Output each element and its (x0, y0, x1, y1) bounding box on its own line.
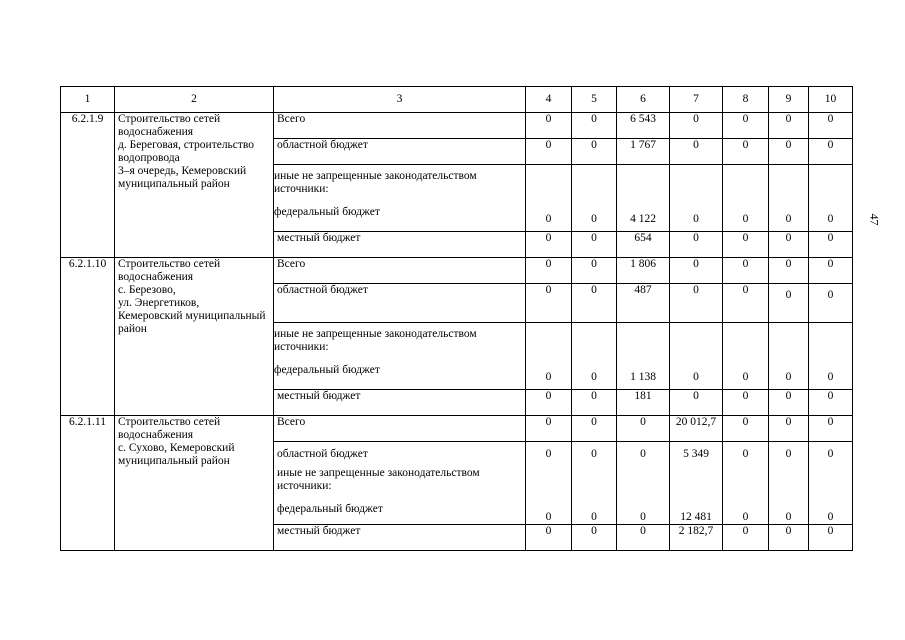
item-name-text: Строительство сетей водоснабжения с. Березово, ул. Энергетиков, Кемеровский муниципальный район (118, 258, 266, 335)
value-cell: 0 (769, 284, 809, 323)
value-cell: 0 (742, 448, 749, 460)
column-header: 3 (274, 87, 526, 113)
column-header: 2 (115, 87, 274, 113)
value-stack (769, 442, 809, 525)
value-cell: 0 (670, 139, 723, 165)
value-cell: 0 (723, 165, 769, 232)
value-cell: 0 (723, 416, 769, 442)
source-label: областной бюджет (274, 139, 526, 165)
item-name (115, 416, 274, 551)
value-cell: 12 481 (680, 511, 712, 523)
value-cell: 0 (526, 525, 572, 551)
item-name-text: Строительство сетей водоснабжения д. Береговая, строительство водопровода 3–я очередь, Кемеровский муниципальный район (118, 113, 255, 190)
source-label: местный бюджет (274, 390, 526, 416)
value-cell: 0 (769, 113, 809, 139)
value-cell: 0 (670, 258, 723, 284)
value-stack (809, 442, 853, 525)
value-cell: 0 (572, 390, 617, 416)
item-code: 6.2.1.11 (61, 416, 115, 551)
value-cell: 0 (827, 511, 834, 523)
column-header: 8 (723, 87, 769, 113)
column-header: 1 (61, 87, 115, 113)
source-label: иные не запрещенные законодательством источники: (274, 328, 477, 353)
value-cell: 0 (769, 139, 809, 165)
source-label: федеральный бюджет (274, 206, 380, 218)
table-row (61, 416, 853, 442)
value-cell: 0 (526, 165, 572, 232)
value-cell: 0 (526, 258, 572, 284)
value-cell: 181 (617, 390, 670, 416)
value-cell: 0 (723, 525, 769, 551)
source-regional-other-cell (274, 442, 526, 525)
source-label: федеральный бюджет (277, 503, 383, 515)
value-cell: 0 (809, 113, 853, 139)
value-cell: 0 (769, 416, 809, 442)
value-cell: 0 (670, 165, 723, 232)
value-cell: 487 (617, 284, 670, 323)
value-cell: 0 (640, 511, 646, 523)
value-stack (572, 442, 617, 525)
column-header: 7 (670, 87, 723, 113)
value-stack (670, 442, 723, 525)
value-cell: 654 (617, 232, 670, 258)
value-cell: 0 (670, 284, 723, 323)
value-cell: 0 (723, 113, 769, 139)
source-label: Всего (274, 416, 526, 442)
source-label: Всего (274, 258, 526, 284)
value-cell: 0 (572, 165, 617, 232)
item-code: 6.2.1.9 (61, 113, 115, 258)
value-cell: 1 767 (617, 139, 670, 165)
value-cell: 0 (526, 113, 572, 139)
value-cell: 0 (769, 323, 809, 390)
value-cell: 0 (809, 284, 853, 323)
value-cell: 0 (809, 416, 853, 442)
value-cell: 0 (591, 511, 597, 523)
value-cell: 2 182,7 (670, 525, 723, 551)
value-cell: 0 (742, 511, 749, 523)
value-cell: 0 (769, 258, 809, 284)
item-code: 6.2.1.10 (61, 258, 115, 416)
value-cell: 0 (785, 511, 792, 523)
item-name-text: Строительство сетей водоснабжения с. Сухово, Кемеровский муниципальный район (118, 416, 235, 467)
value-cell: 0 (827, 448, 834, 460)
value-cell: 0 (640, 448, 646, 460)
value-cell: 0 (526, 390, 572, 416)
value-cell: 0 (572, 416, 617, 442)
value-cell: 0 (723, 284, 769, 323)
value-cell: 6 543 (617, 113, 670, 139)
value-cell: 0 (572, 284, 617, 323)
value-cell: 0 (572, 113, 617, 139)
value-cell: 0 (617, 416, 670, 442)
value-cell: 5 349 (683, 448, 709, 460)
value-cell: 0 (785, 448, 792, 460)
value-cell: 0 (769, 525, 809, 551)
source-label: иные не запрещенные законодательством источники: (274, 170, 477, 195)
value-cell: 0 (723, 390, 769, 416)
value-cell: 0 (809, 165, 853, 232)
value-cell: 0 (723, 323, 769, 390)
value-cell: 0 (723, 139, 769, 165)
value-cell: 0 (526, 323, 572, 390)
value-cell: 0 (769, 165, 809, 232)
source-label: Всего (274, 113, 526, 139)
value-cell: 0 (809, 525, 853, 551)
value-cell: 0 (572, 258, 617, 284)
value-stack (723, 442, 769, 525)
value-cell: 0 (769, 232, 809, 258)
value-cell: 20 012,7 (670, 416, 723, 442)
value-stack (617, 442, 670, 525)
source-label: местный бюджет (274, 232, 526, 258)
source-label: областной бюджет (277, 448, 368, 460)
value-cell: 4 122 (617, 165, 670, 232)
table-row (61, 258, 853, 284)
source-label: иные не запрещенные законодательством источники: (277, 467, 480, 492)
value-cell: 0 (670, 113, 723, 139)
value-cell: 1 806 (617, 258, 670, 284)
value-cell: 0 (809, 323, 853, 390)
value-cell: 0 (572, 232, 617, 258)
value-cell: 0 (526, 416, 572, 442)
value-cell: 0 (809, 258, 853, 284)
column-header: 6 (617, 87, 670, 113)
item-name (115, 113, 274, 258)
column-header: 9 (769, 87, 809, 113)
value-cell: 0 (670, 390, 723, 416)
budget-table (60, 86, 853, 551)
table-row (61, 113, 853, 139)
column-header: 4 (526, 87, 572, 113)
value-cell: 0 (670, 232, 723, 258)
source-label: местный бюджет (274, 525, 526, 551)
column-header: 5 (572, 87, 617, 113)
source-other-cell (274, 165, 526, 232)
column-header: 10 (809, 87, 853, 113)
value-cell: 0 (769, 390, 809, 416)
value-cell: 0 (572, 323, 617, 390)
value-cell: 1 138 (617, 323, 670, 390)
header-row (61, 87, 853, 113)
source-other-cell (274, 323, 526, 390)
page-number: 47 (867, 213, 882, 226)
value-cell: 0 (545, 448, 552, 460)
source-label: федеральный бюджет (274, 364, 380, 376)
value-cell: 0 (526, 232, 572, 258)
value-cell: 0 (723, 258, 769, 284)
value-cell: 0 (809, 232, 853, 258)
value-cell: 0 (591, 448, 597, 460)
value-cell: 0 (723, 232, 769, 258)
value-cell: 0 (670, 323, 723, 390)
value-cell: 0 (572, 525, 617, 551)
value-cell: 0 (526, 139, 572, 165)
item-name (115, 258, 274, 416)
value-stack (526, 442, 572, 525)
value-cell: 0 (526, 284, 572, 323)
value-cell: 0 (617, 525, 670, 551)
source-label: областной бюджет (274, 284, 526, 323)
value-cell: 0 (809, 139, 853, 165)
value-cell: 0 (545, 511, 552, 523)
value-cell: 0 (572, 139, 617, 165)
value-cell: 0 (809, 390, 853, 416)
